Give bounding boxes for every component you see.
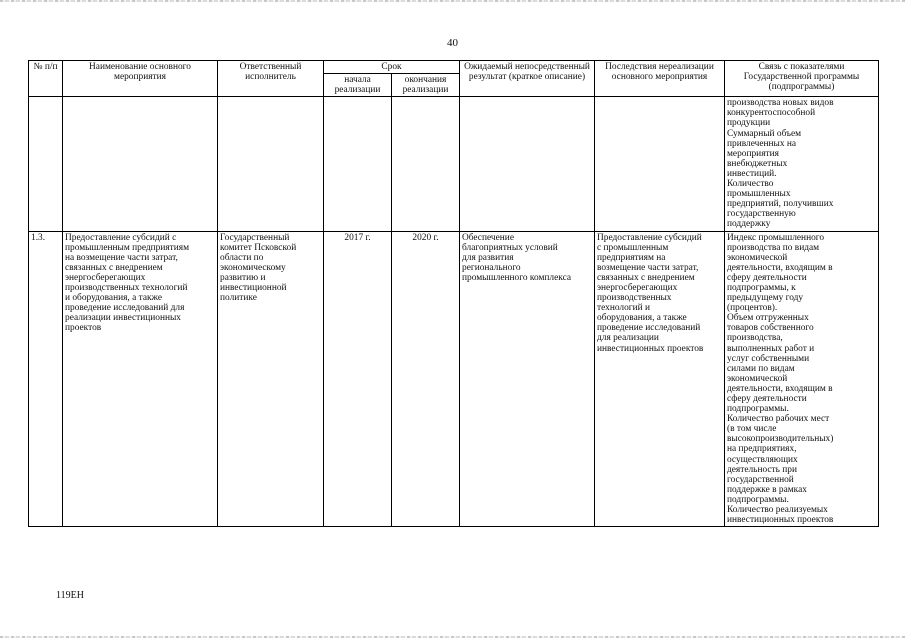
text-line: оборудования, а также [597,313,687,324]
text-line: Государственный [220,232,290,243]
text-line: связанных с внедрением [65,262,163,273]
text-line: возмещение части затрат, [597,262,699,273]
cell-empty [324,97,392,231]
text-line: конкурентоспособной [727,108,816,119]
text-line: энергосберегающих [597,282,678,293]
text-line: комитет Псковской [220,242,297,253]
text-line: регионального [462,262,521,273]
text-line: мероприятия [727,148,779,159]
text-line: поддержку [727,219,771,230]
text-line: Объем отгруженных [727,313,809,324]
header-term-end: окончания реализации [392,74,460,97]
text-line: для реализации [597,333,659,344]
cell-link-continuation [725,97,879,231]
text-line: внебюджетных [727,158,788,169]
text-line: производства, [727,333,783,344]
text-line: проведение исследований для [65,303,185,314]
text-line: области по [220,252,264,263]
text-line: Предоставление субсидий с [65,232,177,243]
header-term: Срок [324,61,460,74]
text-line: инвестиций. [727,168,777,179]
text-line: инвестиционных проектов [727,515,834,526]
text-line: предприятиям на [597,252,666,263]
text-line: подпрограммы, к [727,282,796,293]
text-line: энергосберегающих [65,272,146,283]
text-line: развитию и [220,272,266,283]
header-executor: Ответственный исполнитель [218,61,324,97]
cell-empty [460,97,595,231]
text-line: экономической [727,252,788,263]
cell-empty [29,97,63,231]
text-line: политике [220,293,257,304]
text-line: подпрограммы. [727,494,789,505]
text-line: производственных [597,293,672,304]
text-line: Обеспечение [462,232,514,243]
text-line: на предприятиях, [727,444,797,455]
cell-empty [218,97,324,231]
text-line: товаров собственного [727,323,814,334]
text-line: привлеченных на [727,138,797,149]
text-line: выполненных работ и [727,343,815,354]
text-line: проектов [65,323,102,334]
header-consequences: Последствия нереализации основного мероприятия [595,61,725,97]
text-line: предприятий, получивших [727,199,834,210]
text-line: производственных технологий [65,282,188,293]
cell-empty [63,97,218,231]
cell-term-start: 2017 г. [324,231,392,527]
text-line: деятельности, входящим в [727,383,833,394]
table-row-continuation [29,97,879,231]
header-link: Связь с показателями Государственной программы (подпрограммы) [725,61,879,97]
text-line: реализации инвестиционных [65,313,181,324]
text-line: деятельность при [727,464,797,475]
text-line: силами по видам [727,363,795,374]
text-line: (процентов). [727,303,778,314]
header-result: Ожидаемый непосредственный результат (краткое описание) [460,61,595,97]
text-line: деятельности, входящим в [727,262,833,273]
text-line: с промышленным [597,242,669,253]
text-line: экономической [727,373,788,384]
text-line: Индекс промышленного [727,232,825,243]
text-line: технологий и [597,303,651,314]
text-line: производства новых видов [727,98,834,109]
text-line: осуществляющих [727,454,798,465]
header-term-start: начала реализации [324,74,392,97]
text-line: услуг собственными [727,353,810,364]
text-line: поддержке в рамках [727,484,807,495]
cell-link [725,231,879,527]
text-line: проведение исследований [597,323,701,334]
table-row-1-3 [29,231,879,527]
text-line: на возмещение части затрат, [65,252,178,263]
text-line: Суммарный объем [727,128,802,139]
text-line: Предоставление субсидий [597,232,702,243]
text-line: продукции [727,118,771,129]
text-line: высокопроизводительных) [727,434,834,445]
cell-empty [595,97,725,231]
scan-artifact-top [0,0,905,2]
text-line: государственную [727,209,796,220]
text-line: инвестиционных проектов [597,343,704,354]
text-line: связанных с внедрением [597,272,695,283]
text-line: экономическому [220,262,286,273]
text-line: Количество реализуемых [727,505,828,516]
text-line: сферу деятельности [727,394,807,404]
page-number: 40 [447,37,458,49]
activities-table [28,60,879,527]
cell-consequences [595,231,725,527]
text-line: подпрограммы. [727,404,789,415]
header-name: Наименование основного мероприятия [63,61,218,97]
cell-executor [218,231,324,527]
header-row [29,61,879,74]
text-line: промышленных [727,189,791,200]
text-line: промышленного комплекса [462,272,572,283]
document-code: 119ЕН [56,590,84,601]
text-line: сферу деятельности [727,272,807,283]
text-line: Количество [727,179,774,190]
text-line: (в том числе [727,424,777,435]
text-line: предыдущему году [727,293,804,304]
cell-num: 1.3. [29,231,63,527]
text-line: производства по видам [727,242,820,253]
text-line: и оборудования, а также [65,293,163,304]
text-line: Количество рабочих мест [727,414,830,425]
text-line: благоприятных условий [462,242,558,253]
header-num: № п/п [29,61,63,97]
text-line: промышленным предприятиям [65,242,190,253]
text-line: для развития [462,252,514,263]
cell-term-end: 2020 г. [392,231,460,527]
cell-result [460,231,595,527]
text-line: государственной [727,474,794,485]
cell-empty [392,97,460,231]
text-line: инвестиционной [220,282,287,293]
scan-artifact-bottom [0,636,905,638]
cell-name [63,231,218,527]
